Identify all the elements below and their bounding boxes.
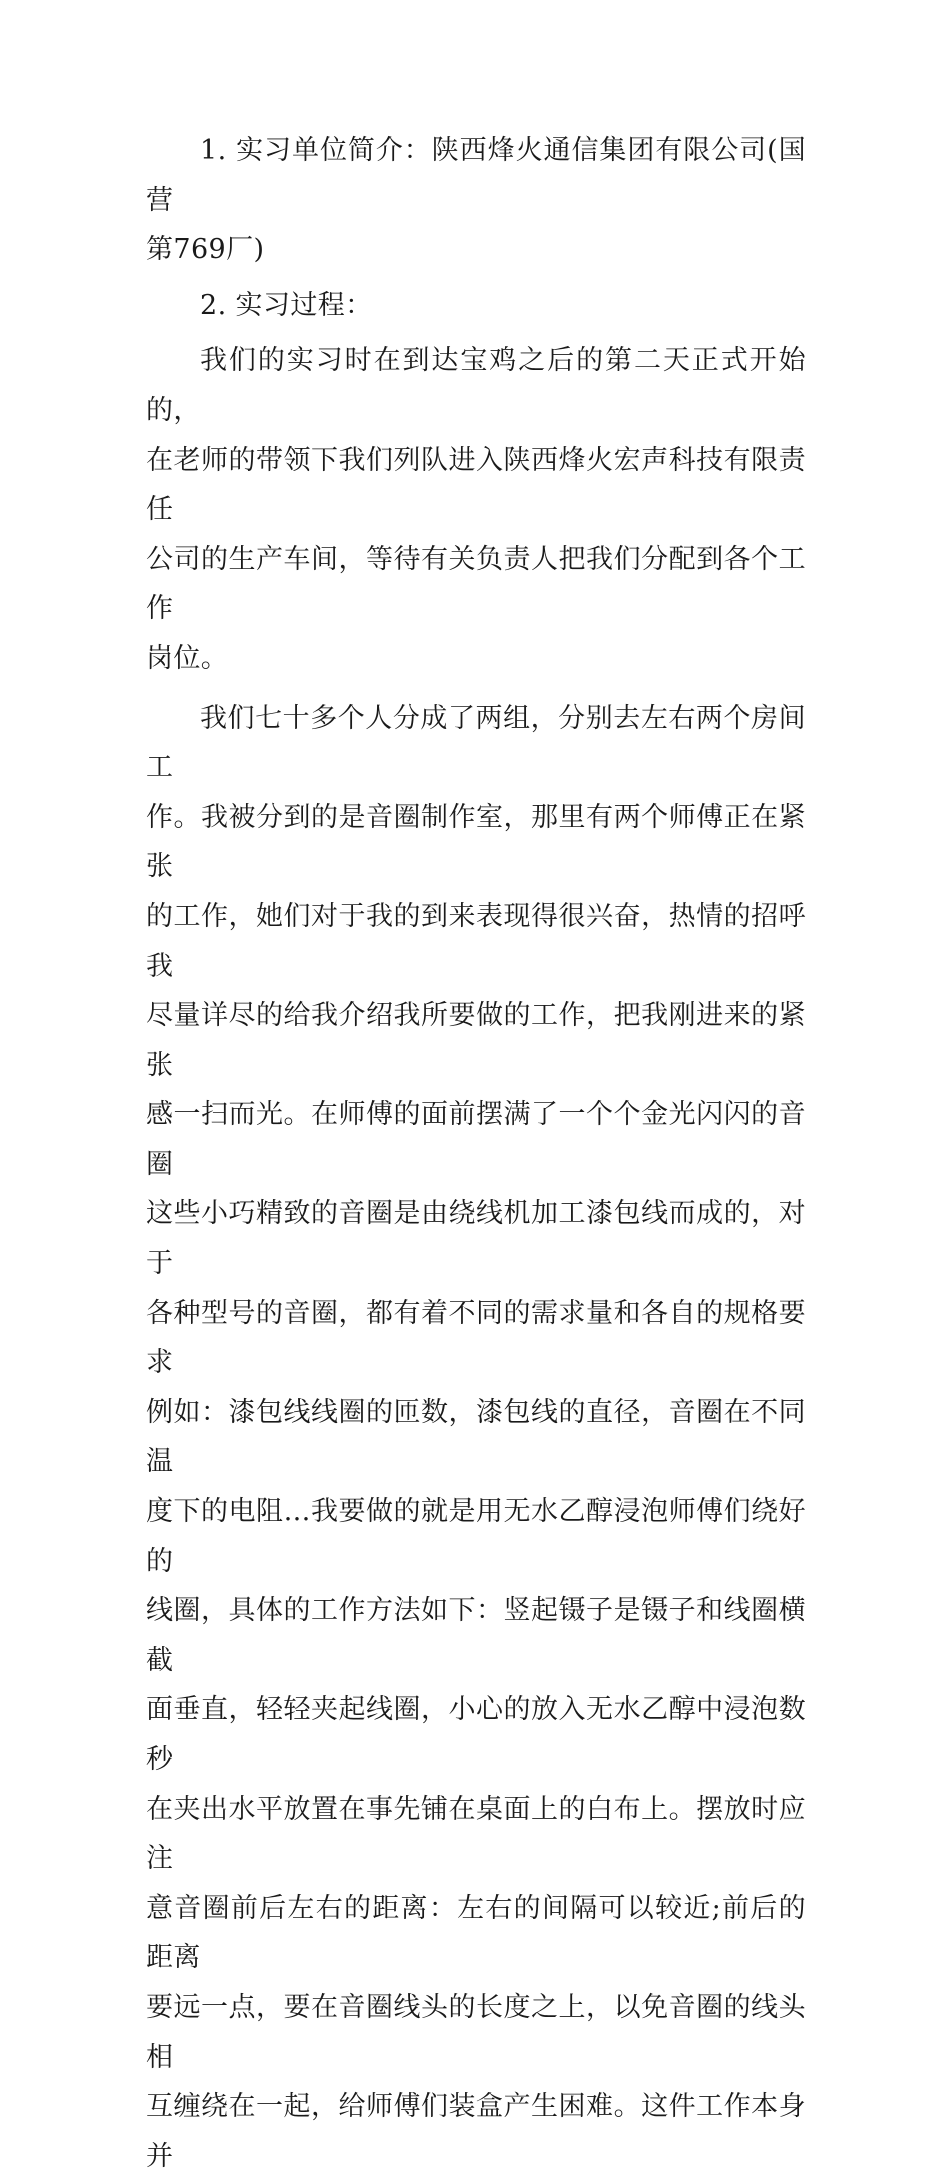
paragraph-1-line: 我们的实习时在到达宝鸡之后的第二天正式开始的， [146, 345, 806, 426]
paragraph-2-line: 例如：漆包线线圈的匝数，漆包线的直径，音圈在不同温 [146, 1396, 806, 1478]
paragraph-2-line: 线圈，具体的工作方法如下：竖起镊子是镊子和线圈横截 [146, 1595, 806, 1676]
paragraph-2-line: 意音圈前后左右的距离：左右的间隔可以较近;前后的距离 [146, 1892, 806, 1974]
item-1 [146, 126, 806, 275]
paragraph-2 [146, 694, 806, 2181]
paragraph-1-line: 在老师的带领下我们列队进入陕西烽火宏声科技有限责任 [146, 444, 806, 526]
item-1-text-line-2: 第769厂) [146, 234, 265, 266]
item-1-text-line-1: 实习单位简介：陕西烽火通信集团有限公司(国营 [146, 135, 806, 216]
item-2 [146, 281, 806, 331]
paragraph-2-line: 我们七十多个人分成了两组，分别去左右两个房间工 [146, 702, 806, 784]
paragraph-2-line: 度下的电阻…我要做的就是用无水乙醇浸泡师傅们绕好的 [146, 1496, 806, 1577]
document-page [146, 126, 806, 2181]
item-1-number: 1. [200, 135, 227, 166]
paragraph-2-line: 感一扫而光。在师傅的面前摆满了一个个金光闪闪的音圈 [146, 1099, 806, 1180]
item-2-number: 2. [200, 289, 227, 321]
paragraph-1-line: 岗位。 [146, 642, 229, 674]
item-2-text: 实习过程： [235, 289, 373, 321]
paragraph-2-line: 的工作，她们对于我的到来表现得很兴奋，热情的招呼我 [146, 900, 806, 982]
paragraph-1 [146, 336, 806, 683]
paragraph-2-line: 作。我被分到的是音圈制作室，那里有两个师傅正在紧张 [146, 801, 806, 883]
paragraph-2-line: 互缠绕在一起，给师傅们装盒产生困难。这件工作本身并 [146, 2091, 806, 2172]
paragraph-2-line: 在夹出水平放置在事先铺在桌面上的白布上。摆放时应注 [146, 1793, 806, 1875]
paragraph-2-line: 面垂直，轻轻夹起线圈，小心的放入无水乙醇中浸泡数秒 [146, 1694, 806, 1775]
paragraph-2-line: 这些小巧精致的音圈是由绕线机加工漆包线而成的，对于 [146, 1198, 806, 1280]
paragraph-1-line: 公司的生产车间，等待有关负责人把我们分配到各个工作 [146, 543, 806, 625]
paragraph-2-line: 各种型号的音圈，都有着不同的需求量和各自的规格要求 [146, 1297, 806, 1379]
paragraph-2-line: 要远一点，要在音圈线头的长度之上，以免音圈的线头相 [146, 1991, 806, 2073]
paragraph-2-line: 尽量详尽的给我介绍我所要做的工作，把我刚进来的紧张 [146, 1000, 806, 1081]
